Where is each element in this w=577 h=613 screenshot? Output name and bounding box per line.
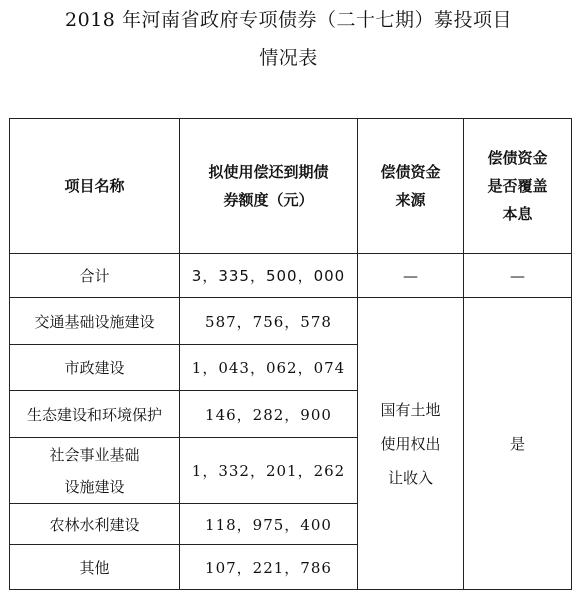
- total-amount: 3，335，500，000: [180, 254, 358, 298]
- header-covered-line1: 偿债资金: [487, 149, 548, 167]
- page-subtitle: 情况表: [259, 47, 318, 69]
- project-name: 农林水利建设: [10, 504, 180, 545]
- header-source: [358, 119, 464, 254]
- header-project-name-label: 项目名称: [64, 177, 125, 195]
- project-name: 市政建设: [10, 345, 180, 391]
- page-title: 2018 年河南省政府专项债券（二十七期）募投项目: [65, 9, 512, 31]
- project-name: 生态建设和环境保护: [10, 391, 180, 438]
- table-header-row: [10, 119, 572, 254]
- repayment-source: [358, 298, 464, 590]
- project-name: 交通基础设施建设: [10, 298, 180, 345]
- coverage-flag: 是: [464, 298, 572, 590]
- repayment-source-line1: 国有土地: [380, 400, 441, 419]
- project-amount: 107，221，786: [180, 545, 358, 590]
- header-project-name: [10, 119, 180, 254]
- total-row: [10, 254, 572, 298]
- repayment-source-line3: 让收入: [387, 468, 433, 487]
- project-amount: 118，975，400: [180, 504, 358, 545]
- header-covered-line2: 是否覆盖: [487, 177, 548, 195]
- header-amount-line1: 拟使用偿还到期债: [208, 163, 329, 181]
- total-label: 合计: [10, 254, 180, 298]
- header-amount: [180, 119, 358, 254]
- header-amount-line2: 券额度（元）: [223, 191, 314, 209]
- total-source: —: [358, 254, 464, 298]
- table-row: [10, 298, 572, 345]
- project-amount: 1，043，062，074: [180, 345, 358, 391]
- project-name-line2: 设施建设: [64, 477, 125, 496]
- header-source-line2: 来源: [395, 191, 426, 209]
- project-name-line1: 社会事业基础: [49, 445, 140, 464]
- project-amount: 1，332，201，262: [180, 438, 358, 504]
- project-name: 其他: [10, 545, 180, 590]
- repayment-source-line2: 使用权出: [380, 434, 441, 453]
- header-covered-line3: 本息: [502, 205, 533, 223]
- total-covered: —: [464, 254, 572, 298]
- header-source-line1: 偿债资金: [380, 163, 441, 181]
- project-table: [9, 118, 572, 590]
- header-covered: [464, 119, 572, 254]
- project-name: [10, 438, 180, 504]
- project-amount: 587，756，578: [180, 298, 358, 345]
- project-amount: 146，282，900: [180, 391, 358, 438]
